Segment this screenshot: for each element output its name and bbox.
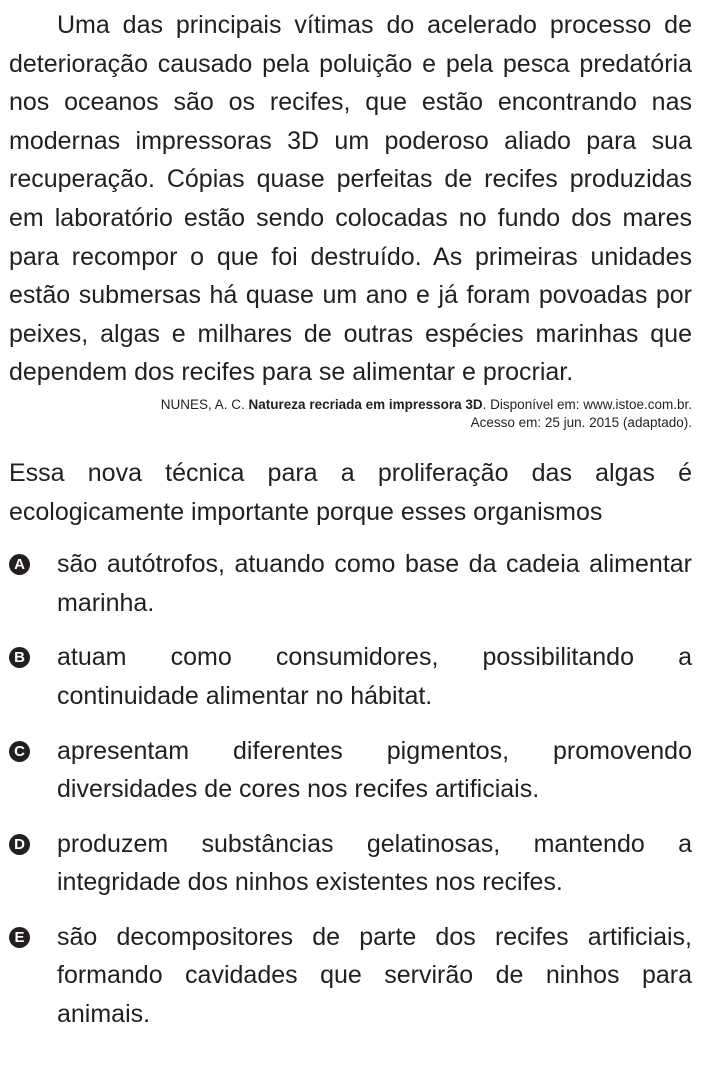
option-c-text: apresentam diferentes pigmentos, promovendo diversidades de cores nos recifes artificiais. — [57, 736, 692, 804]
option-b[interactable] — [9, 638, 692, 715]
exam-question-page — [0, 6, 702, 1092]
passage-text: Uma das principais vítimas do acelerado processo de deterioração causado pela poluição e pela pesca predatória nos oceanos são os recifes, que estão encontrando nas modernas impressoras 3D um poderoso aliado para sua recuperação. Cópias quase perfeitas de recifes produzidas em laboratório estão sendo colocadas no fundo dos mares para recompor o que foi destruído. As primeiras unidades estão submersas há quase um ano e já foram povoadas por peixes, algas e milhares de outras espécies marinhas que dependem dos recifes para se alimentar e procriar. — [9, 11, 692, 387]
option-b-text: atuam como consumidores, possibilitando a continuidade alimentar no hábitat. — [57, 643, 692, 710]
option-e-letter-icon: E — [9, 927, 30, 948]
answer-options — [9, 545, 692, 1034]
option-d-text: produzem substâncias gelatinosas, mantendo a integridade dos ninhos existentes nos recifes. — [57, 829, 692, 897]
option-d[interactable] — [9, 825, 692, 902]
option-d-letter-icon: D — [9, 834, 30, 855]
question-stem: Essa nova técnica para a proliferação das algas é ecologicamente importante porque esses organismos — [9, 458, 692, 526]
option-a-text: são autótrofos, atuando como base da cadeia alimentar marinha. — [57, 550, 692, 617]
option-a[interactable] — [9, 545, 692, 622]
citation-accessed: Acesso em: 25 jun. 2015 (adaptado). — [470, 414, 692, 430]
option-e[interactable] — [9, 918, 692, 1034]
option-b-letter-icon: B — [9, 647, 30, 668]
option-a-letter-icon: A — [9, 554, 30, 575]
option-e-text: são decompositores de parte dos recifes artificiais, formando cavidades que servirão de ninhos para animais. — [57, 922, 692, 1029]
option-c-letter-icon: C — [9, 741, 30, 762]
citation-title: Natureza recriada em impressora 3D — [248, 396, 483, 412]
option-c[interactable] — [9, 732, 692, 809]
citation-available: . Disponível em: www.istoe.com.br. — [482, 396, 692, 412]
citation-author: NUNES, A. C. — [160, 396, 249, 412]
citation — [9, 396, 692, 432]
